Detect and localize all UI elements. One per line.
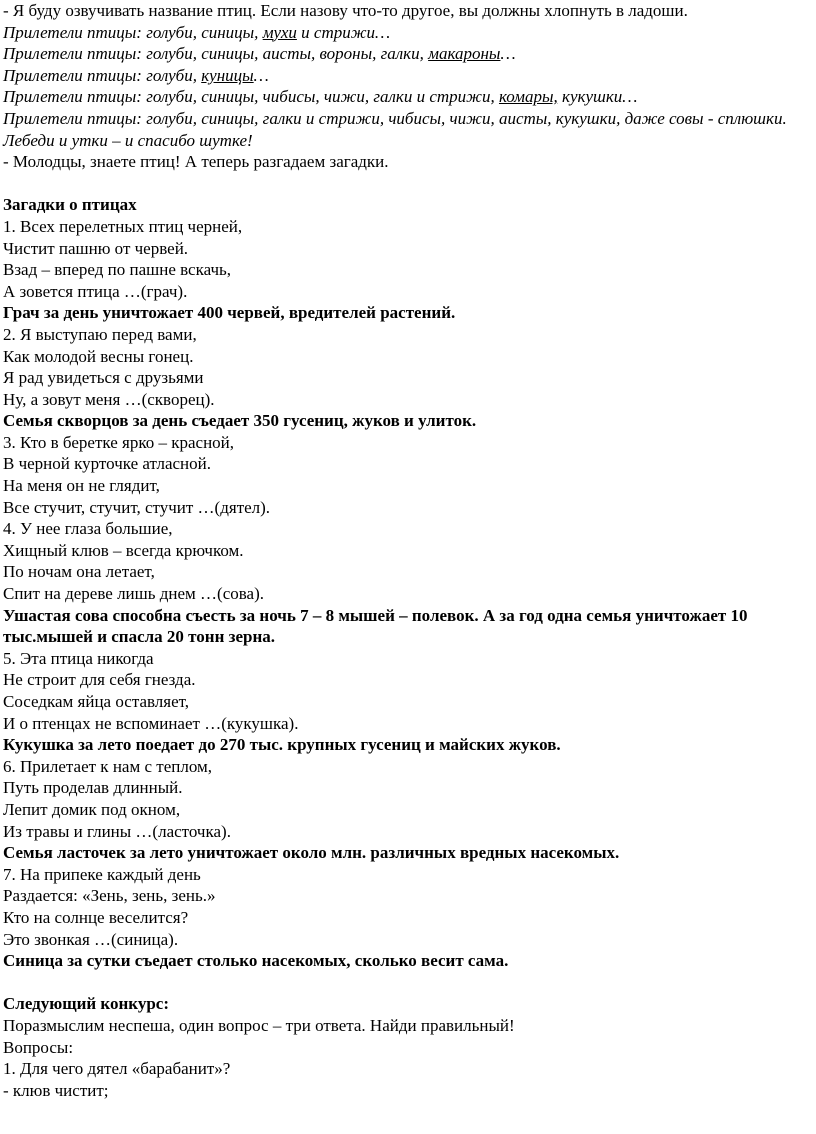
riddle-line: Хищный клюв – всегда крючком.: [3, 540, 244, 560]
riddle-line: Ну, а зовут меня …(скворец).: [3, 389, 215, 409]
contest-heading: Следующий конкурс:: [3, 994, 169, 1014]
bird-list-line-2: Прилетели птицы: голуби, синицы, аисты, вороны, галки, макароны…: [3, 44, 516, 64]
riddle-fact: Синица за сутки съедает столько насекомых, сколько весит сама.: [3, 951, 509, 971]
riddle-line: 6. Прилетает к нам с теплом,: [3, 756, 213, 776]
question-1: 1. Для чего дятел «барабанит»?: [3, 1059, 231, 1079]
riddle-line: Путь проделав длинный.: [3, 778, 183, 798]
riddle-line: Не строит для себя гнезда.: [3, 670, 196, 690]
riddles-list: [3, 216, 816, 972]
contest-intro: Поразмыслим неспеша, один вопрос – три ответа. Найди правильный!: [3, 1015, 515, 1035]
riddle-line: 3. Кто в беретке ярко – красной,: [3, 432, 235, 452]
riddle-line: В черной курточке атласной.: [3, 454, 212, 474]
riddle-fact: Ушастая сова способна съесть за ночь 7 – 8 мышей – полевок. А за год одна семья уничтожает 10 тыс.мышей и спасла 20 тонн зерна.: [3, 605, 748, 647]
riddle-line: И о птенцах не вспоминает …(кукушка).: [3, 713, 299, 733]
riddle-line: Это звонкая …(синица).: [3, 929, 179, 949]
riddle-line: 2. Я выступаю перед вами,: [3, 324, 197, 344]
odd-word: комары,: [498, 87, 558, 107]
riddle-line: Соседкам яйца оставляет,: [3, 692, 190, 711]
bird-list-line-5: Прилетели птицы: голуби, синицы, галки и стрижи, чибисы, чижи, аисты, кукушки, даже совы - сплюшки.: [3, 108, 787, 128]
riddle-line: 1. Всех перелетных птиц черней,: [3, 216, 243, 236]
riddle-line: 4. У нее глаза большие,: [3, 519, 173, 539]
riddle-line: Кто на солнце веселится?: [3, 907, 189, 927]
riddle-line: Все стучит, стучит, стучит …(дятел).: [3, 497, 271, 517]
riddle-line: Взад – вперед по пашне вскачь,: [3, 260, 232, 280]
riddle-fact: Кукушка за лето поедает до 270 тыс. крупных гусениц и майских жуков.: [3, 735, 561, 755]
spacer: [3, 972, 816, 994]
riddle-line: Спит на дереве лишь днем …(сова).: [3, 584, 265, 604]
riddle-line: На меня он не глядит,: [3, 476, 160, 496]
praise-line: - Молодцы, знаете птиц! А теперь разгадаем загадки.: [3, 152, 389, 172]
odd-word: мухи: [262, 22, 297, 42]
riddle-line: Как молодой весны гонец.: [3, 346, 194, 366]
riddles-heading: Загадки о птицах: [3, 195, 137, 215]
riddle-line: Чистит пашню от червей.: [3, 238, 189, 258]
riddle-line: 5. Эта птица никогда: [3, 648, 154, 668]
riddle-line: 7. На припеке каждый день: [3, 864, 201, 884]
bird-list-line-3: Прилетели птицы: голуби, куницы…: [3, 65, 269, 85]
bird-list-line-4: Прилетели птицы: голуби, синицы, чибисы, чижи, галки и стрижи, комары, кукушки…: [3, 87, 638, 107]
riddle-line: Лепит домик под окном,: [3, 799, 181, 819]
riddle-line: Раздается: «Зень, зень, зень.»: [3, 886, 216, 906]
odd-word: макароны: [428, 44, 501, 64]
riddle-line: Я рад увидеться с друзьями: [3, 368, 204, 388]
bird-list-closing: Лебеди и утки – и спасибо шутке!: [3, 130, 253, 150]
odd-word: куницы: [201, 65, 254, 85]
game-instruction: - Я буду озвучивать название птиц. Если назову что-то другое, вы должны хлопнуть в ладоши.: [3, 1, 688, 20]
riddle-line: А зовется птица …(грач).: [3, 281, 188, 301]
bird-list-line-1: Прилетели птицы: голуби, синицы, мухи и стрижи…: [3, 22, 391, 42]
spacer: [3, 173, 816, 195]
riddle-fact: Грач за день уничтожает 400 червей, вредителей растений.: [3, 303, 456, 323]
questions-label: Вопросы:: [3, 1037, 74, 1057]
riddle-line: По ночам она летает,: [3, 562, 155, 582]
answer-option: - клюв чистит;: [3, 1080, 109, 1100]
riddle-fact: Семья ласточек за лето уничтожает около млн. различных вредных насекомых.: [3, 843, 620, 863]
riddle-line: Из травы и глины …(ласточка).: [3, 821, 231, 841]
riddle-fact: Семья скворцов за день съедает 350 гусениц, жуков и улиток.: [3, 411, 477, 431]
